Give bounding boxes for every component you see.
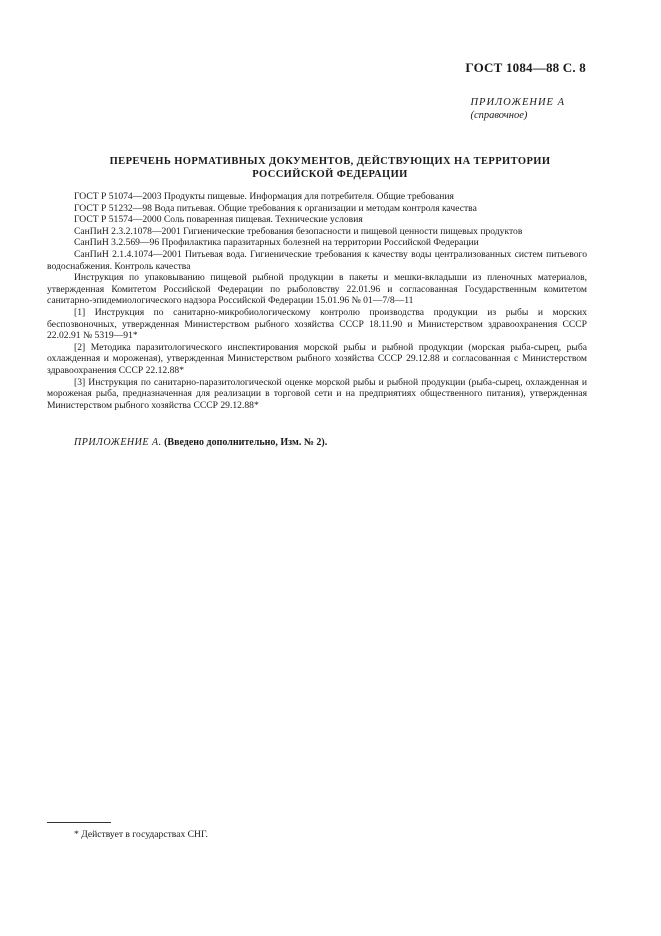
document-title-line-2: РОССИЙСКОЙ ФЕДЕРАЦИИ xyxy=(252,169,408,180)
footnote: * Действует в государствах СНГ. xyxy=(74,829,208,840)
reference-item: [2] Методика паразитологического инспектирования морской рыбы и рыбной продукции (морская рыба-сырец, рыба охлажденная и мороженая), утвержденная Министерством рыбного хозяйства СССР 29.12.88 и согласованная с Министерством здравоохранения СССР 22.12.88* xyxy=(47,341,587,376)
reference-item: [3] Инструкция по санитарно-паразитологической оценке морской рыбы и рыбной продукции (рыба-сырец, охлажденная и мороженая рыба, предназначенная для реализации в торговой сети и на предприятиях общественного питания), утвержденная Министерством рыбного хозяйства СССР 29.12.88* xyxy=(47,376,587,411)
reference-list xyxy=(47,191,587,411)
reference-item: Инструкция по упаковыванию пищевой рыбной продукции в пакеты и мешки-вкладыши из пленочных материалов, утвержденная Комитетом Российской Федерации по рыболовству 22.01.96 и согласованная Государственным комитетом санитарно-эпидемиологического надзора Российской Федерации 15.01.96 № 01—7/8—11 xyxy=(47,272,587,307)
reference-item: СанПиН 2.3.2.1078—2001 Гигиенические требования безопасности и пищевой ценности пищевых продуктов xyxy=(74,225,523,237)
reference-item: ГОСТ Р 51074—2003 Продукты пищевые. Информация для потребителя. Общие требования xyxy=(74,191,454,202)
reference-item: СанПиН 2.1.4.1074—2001 Питьевая вода. Гигиенические требования к качеству воды централизованных систем питьевого водоснабжения. Контроль качества xyxy=(47,248,587,272)
document-title xyxy=(60,155,600,181)
document-title-line-1: ПЕРЕЧЕНЬ НОРМАТИВНЫХ ДОКУМЕНТОВ, ДЕЙСТВУЮЩИХ НА ТЕРРИТОРИИ xyxy=(109,156,551,167)
closing-note-text: (Введено дополнительно, Изм. № 2). xyxy=(164,437,328,448)
closing-note-label: ПРИЛОЖЕНИЕ А. xyxy=(74,437,162,448)
footnote-divider xyxy=(47,822,111,823)
page-header-doc-code: ГОСТ 1084—88 С. 8 xyxy=(465,60,586,75)
reference-item: ГОСТ Р 51232—98 Вода питьевая. Общие требования к организации и методам контроля качества xyxy=(74,202,477,214)
reference-item: ГОСТ Р 51574—2000 Соль поваренная пищевая. Технические условия xyxy=(74,214,363,226)
reference-item: [1] Инструкция по санитарно-микробиологическому контролю производства продукции из рыбы и морских беспозвоночных, утвержденная Министерством рыбного хозяйства СССР 18.11.90 и Министерством здравоохранения СССР 22.02.91 № 5319—91* xyxy=(47,306,587,342)
reference-item: СанПиН 3.2.569—96 Профилактика паразитарных болезней на территории Российской Федерации xyxy=(74,237,479,249)
appendix-title: ПРИЛОЖЕНИЕ А xyxy=(470,97,565,108)
appendix-label xyxy=(470,96,565,122)
appendix-subtitle: (справочное) xyxy=(470,110,528,121)
closing-note xyxy=(74,437,327,448)
